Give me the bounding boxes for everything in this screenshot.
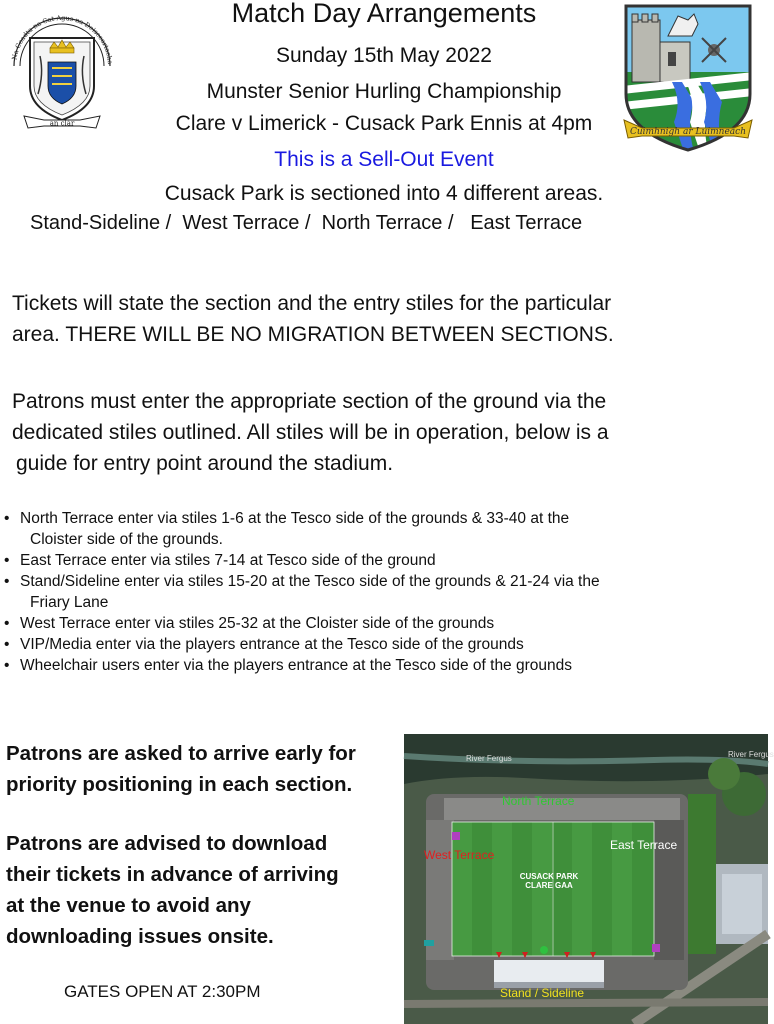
- map-label-west-terrace: West Terrace: [424, 848, 495, 862]
- stadium-aerial-image: [404, 734, 768, 1024]
- match-date: Sunday 15th May 2022: [276, 44, 492, 67]
- download-notice: Patrons are advised to download their tickets in advance of arriving at the venue to avoid any downloading issues onsite.: [6, 832, 339, 948]
- clare-crest-icon: [4, 4, 120, 134]
- list-item: • Stand/Sideline enter via stiles 15-20 at the Tesco side of the grounds & 21-24 via the Friary Lane: [0, 571, 740, 613]
- list-item: • Wheelchair users enter via the players entrance at the Tesco side of the grounds: [0, 655, 740, 676]
- map-label-cusack-park: CUSACK PARK CLARE GAA: [519, 872, 579, 890]
- map-label-east-terrace: East Terrace: [610, 838, 678, 852]
- limerick-motto: Cuimhnigh ar Luimneach: [629, 127, 747, 137]
- map-label-river-left: River Fergus: [466, 754, 512, 763]
- limerick-crest-icon: [622, 2, 754, 154]
- patrons-line: guide for entry point around the stadium.: [16, 452, 394, 475]
- sections-intro: Cusack Park is sectioned into 4 different areas.: [164, 182, 604, 205]
- patrons-line: dedicated stiles outlined. All stiles will be in operation, below is a: [12, 421, 609, 444]
- arrive-early-notice: Patrons are asked to arrive early for priority positioning in each section.: [6, 742, 356, 796]
- patrons-line: Patrons must enter the appropriate section of the ground via the: [12, 390, 607, 413]
- clare-motto-top: Na Ceadta na Cat Agus na Deisceartacha: [10, 13, 114, 65]
- sections-list: Stand-Sideline / West Terrace / North Terrace / East Terrace: [30, 212, 583, 234]
- sellout-notice: This is a Sell-Out Event: [274, 148, 494, 171]
- tickets-line: Tickets will state the section and the entry stiles for the particular: [12, 292, 612, 315]
- list-item: • North Terrace enter via stiles 1-6 at the Tesco side of the grounds & 33-40 at the Cloister side of the grounds.: [0, 508, 740, 550]
- page-title: Match Day Arrangements: [231, 0, 537, 28]
- clare-motto-bottom: an clár: [49, 119, 75, 128]
- tickets-line: area. THERE WILL BE NO MIGRATION BETWEEN SECTIONS.: [12, 323, 614, 346]
- list-item: • East Terrace enter via stiles 7-14 at Tesco side of the ground: [0, 550, 740, 571]
- list-item: • VIP/Media enter via the players entrance at the Tesco side of the grounds: [0, 634, 740, 655]
- map-label-river-right: River Fergus: [728, 750, 774, 759]
- map-label-stand-sideline: Stand / Sideline: [500, 986, 585, 1000]
- list-item: • West Terrace enter via stiles 25-32 at the Cloister side of the grounds: [0, 613, 740, 634]
- tickets-paragraph: [12, 288, 752, 350]
- fixture-line: Clare v Limerick - Cusack Park Ennis at 4pm: [175, 112, 593, 135]
- patrons-paragraph: [12, 386, 752, 479]
- stiles-list: [0, 508, 740, 676]
- stadium-map: [404, 734, 774, 1024]
- gates-open-notice: GATES OPEN AT 2:30PM: [64, 982, 261, 1001]
- map-label-north-terrace: North Terrace: [502, 794, 575, 808]
- competition-name: Munster Senior Hurling Championship: [206, 80, 562, 103]
